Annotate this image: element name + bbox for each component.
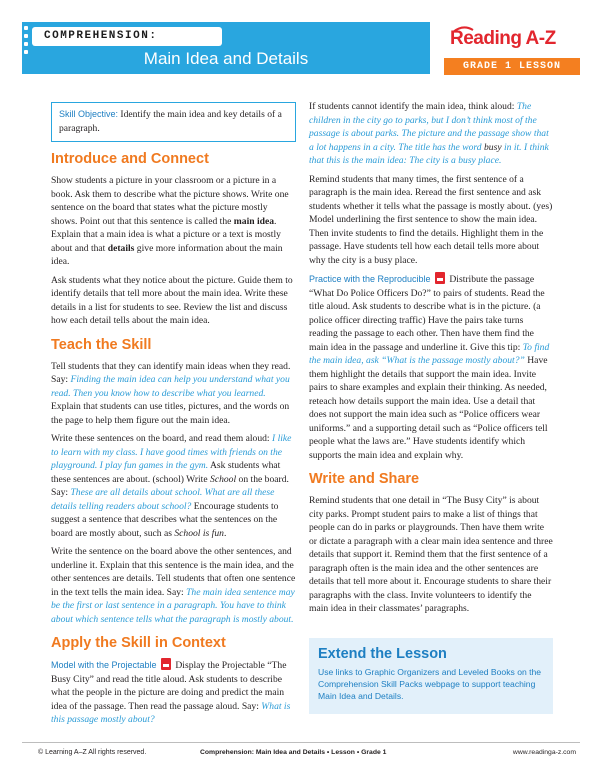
- pdf-icon[interactable]: [161, 658, 171, 670]
- left-column: [51, 102, 296, 732]
- text-run: .: [223, 527, 227, 539]
- text-run: Show students a picture in your classroom or a picture in a book. Ask them to describe what the picture shows. Write one sentence on the board that states what the picture mostly shows. Point out that this sentence is called the: [51, 175, 289, 227]
- apply-paragraph-1: [51, 658, 296, 727]
- teach-heading: Teach the Skill: [51, 336, 152, 353]
- grade-bar: [444, 58, 580, 75]
- text-run: on the board. Say:: [51, 473, 289, 498]
- introduce-paragraph-2: Ask students what they notice about the picture. Guide them to identify details that tell more about the main idea. Write these details in a list for students to see. Review the list and discuss how each detail tells about the main idea.: [51, 274, 293, 326]
- text-run: Encourage students to suggest a sentence that describes what the sentences on the board are mostly about, such as: [51, 500, 279, 539]
- word-busy: busy: [484, 141, 502, 153]
- teach-paragraph-1: [51, 360, 296, 428]
- practice-paragraph: [309, 272, 553, 462]
- text-run: give more information about the main idea.: [51, 242, 283, 267]
- teacher-say: The main idea sentence may be the first or last sentence in a paragraph. You have to think about which sentence tells what the paragraph is mostly about.: [51, 586, 295, 625]
- extend-text[interactable]: Use links to Graphic Organizers and Leveled Books on the Comprehension Skill Packs webpage to support teaching Main Idea and Details.: [318, 667, 542, 701]
- term-details: details: [107, 242, 135, 254]
- section-label: COMPREHENSION:: [44, 30, 158, 42]
- objective-label: Skill Objective:: [59, 109, 119, 119]
- objective-text: Identify the main idea and key details of a paragraph.: [59, 109, 282, 134]
- word-school: School: [210, 473, 237, 485]
- text-run: Distribute the passage “What Do Police Officers Do?” to pairs of students. Read the title aloud. Ask students to describe what is in the picture. (a police officer directing traffic) Have the pairs take turns reading the passage to each other. Then have them find the main idea in the passage and underline it. Give this tip:: [309, 274, 545, 353]
- text-run: Explain that students can use titles, pictures, and the words on the page to help them figure out the main idea.: [51, 401, 290, 426]
- text-run: Display the Projectable “The Busy City” and read the title aloud. Ask students to describe what the people in the picture are doing and predict the main idea of the passage. Then read the passage aloud. Say:: [51, 660, 287, 712]
- introduce-heading: Introduce and Connect: [51, 151, 209, 167]
- teacher-say: Finding the main idea can help you understand what you read. Then you know how to describe what you learned.: [51, 374, 290, 399]
- teacher-say: What is this passage mostly about?: [51, 700, 291, 725]
- think-aloud-paragraph: [309, 100, 553, 168]
- text-run: If students cannot identify the main idea, think aloud:: [309, 101, 517, 112]
- text-run: Ask students what these sentences are about. (school) Write: [51, 460, 281, 485]
- remind-paragraph: Remind students that many times, the first sentence of a paragraph is the main idea. Reread the first sentence and ask students whether it tells what the passage is mostly about. (yes) Model underlining the first sentence to show the main idea. Then invite students to find the details. Highlight them in the passage. Have students tell how each detail tells more about why the city is a busy place.: [309, 173, 553, 266]
- apply-heading: Apply the Skill in Context: [51, 635, 226, 651]
- footer-title: Comprehension: Main Idea and Details • Lesson • Grade 1: [200, 749, 387, 756]
- grade-label: GRADE 1 LESSON: [462, 61, 561, 72]
- extend-heading: Extend the Lesson: [318, 646, 447, 662]
- page-title: Main Idea and Details: [143, 49, 309, 68]
- footer-divider: [22, 742, 580, 743]
- teacher-say: These are all details about school. What are all these details telling readers about school?: [51, 487, 275, 512]
- teach-paragraph-2: [51, 432, 296, 540]
- footer-url[interactable]: www.readinga-z.com: [512, 749, 576, 756]
- teach-paragraph-3: [51, 545, 296, 626]
- write-heading: Write and Share: [309, 471, 420, 487]
- extend-lesson-box: [309, 638, 553, 714]
- header-banner: [22, 22, 430, 74]
- logo-text: Reading A-Z: [450, 28, 556, 49]
- reproducible-link[interactable]: Practice with the Reproducible: [309, 274, 431, 284]
- introduce-paragraph-1: [51, 174, 296, 269]
- term-main-idea: main idea: [233, 215, 275, 227]
- projectable-link[interactable]: Model with the Projectable: [51, 660, 157, 670]
- write-paragraph: Remind students that one detail in “The Busy City” is about city parks. Prompt student pairs to make a list of things that people can do in parks or playgrounds. Then have them write or dictate a paragraph with a clear main idea sentence and three details that support it. Remind them that the first sentence of a paragraph often is the main idea and the other sentences are details that tell more about it. Encourage students to share their paragraphs with the class. Invite volunteers to identify the main idea in their classmates’ paragraphs.: [309, 495, 553, 614]
- text-run: Write the sentence on the board above the other sentences, and underline it. Explain that this sentence is the main idea, and the other sentences are details. Tell students that often one sentence in the text tells the main idea. Say:: [51, 546, 296, 598]
- example-sentence: School is fun: [174, 527, 224, 539]
- section-tab: [32, 27, 222, 46]
- teacher-say: in it. I think that this is the main idea: The city is a busy place.: [309, 141, 549, 166]
- teacher-say: The children in the city go to parks, but I don’t think most of the passage is about parks. The picture and the passage show that a lot happens in a city. The title has the word: [309, 101, 549, 153]
- reading-az-logo[interactable]: [450, 22, 580, 52]
- text-run: Write these sentences on the board, and read them aloud:: [51, 433, 272, 444]
- right-column: [309, 100, 553, 621]
- board-sentences: I like to learn with my class. I have good times with friends on the playground. I play fun games in the gym.: [51, 433, 292, 471]
- text-run: Tell students that they can identify main ideas when they read. Say:: [51, 360, 291, 385]
- teacher-tip: To find the main idea, ask “What is the passage mostly about?”: [309, 341, 550, 366]
- pdf-icon[interactable]: [435, 272, 445, 284]
- text-run: . Explain that a main idea is what a picture or a text is mostly about and that: [51, 215, 281, 254]
- footer-copyright: © Learning A–Z All rights reserved.: [38, 749, 147, 756]
- skill-objective-box: [51, 102, 296, 142]
- text-run: Have them highlight the details that support the main idea. Invite pairs to share examples and explain their thinking. As needed, reteach how details support the main idea. Use a detail that does not support the main idea such as “Police officers wear uniforms.” and a supporting detail such as “Police officers tell people what the laws are.” Have students identify which supports the main idea and explain why.: [309, 355, 548, 461]
